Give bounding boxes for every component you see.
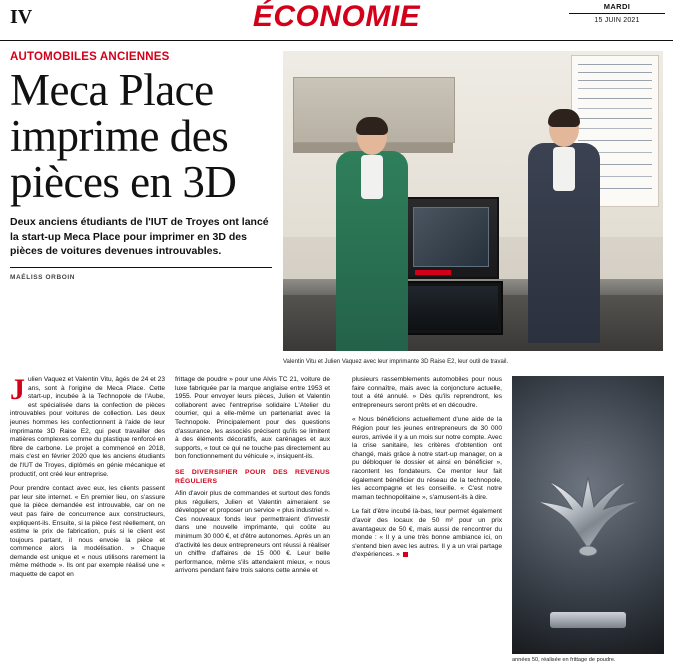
page-number: IV <box>10 6 33 28</box>
column-3-paragraph-3-text: Le fait d'être incubé là-bas, leur permet également d'avoir des locaux de 50 m² pour un prix avantageux de 50 €, mais aussi de rencontrer du monde : « Il y a une très bonne ambiance ici, on s'entend bien avec les autres. Il y a un vrai partage d'expériences. » <box>352 508 502 559</box>
photo-main-caption: Valentin Vitu et Julien Vaquez avec leur imprimante 3D Raise E2, leur outil de travail. <box>283 359 509 365</box>
person-left-shirt <box>361 155 383 199</box>
eagle-hood-ornament <box>528 461 648 581</box>
column-1-paragraph-1 <box>10 373 165 479</box>
monitor <box>401 281 503 335</box>
column-1 <box>10 373 165 586</box>
column-2 <box>175 376 330 586</box>
monitor-screen <box>406 286 498 330</box>
article-standfirst: Deux anciens étudiants de l'IUT de Troyes ont lancé la start-up Meca Place pour imprimer en 3D des pièces de voitures devenues introuvables. <box>10 215 272 268</box>
photo-eagle-mascot <box>512 376 664 664</box>
end-mark <box>403 552 408 557</box>
article-headline: Meca Place imprime des pièces en 3D <box>10 65 237 207</box>
person-left <box>329 119 415 351</box>
article-byline: MAÉLISS ORBOIN <box>10 273 76 281</box>
column-3 <box>352 376 502 566</box>
eagle-base <box>550 612 626 628</box>
printer-badge <box>415 270 451 275</box>
date-block <box>569 2 665 24</box>
person-right-shirt <box>553 147 575 191</box>
column-1-paragraph-2: Pour prendre contact avec eux, les clients passent par leur site internet. « En premier lieu, on s'assure que la pièce demandée est introuvable, car on ne veut pas faire de concurrence aux constructeurs, expliquent-ils. Ensuite, si la pièce l'est réellement, on estime le prix de fabrication, puis si le client est toujours partant, il nous envoie la pièce et commence alors la modélisation. » Chaque demande est unique et « nous utilisons rarement la même méthode ». Ils ont par exemple réalisé une « maquette de capot en <box>10 485 165 579</box>
column-3-paragraph-3 <box>352 508 502 560</box>
3d-printer <box>403 197 499 279</box>
section-title: ÉCONOMIE <box>252 0 421 33</box>
photo-eagle-mascot-image <box>512 376 664 654</box>
date-full: 15 JUIN 2021 <box>594 17 640 24</box>
article-kicker: AUTOMOBILES ANCIENNES <box>10 51 170 63</box>
column-2-paragraph-1: frittage de poudre » pour une Alvis TC 21, voiture de luxe fabriquée par la marque anglaise entre 1953 et 1955. Pour envoyer leurs pièces, Julien et Valentin collaborent avec l'entreprise solidaire L'Atelier du courrier, qui a elle-même un partenariat avec la Technopole. Principalement pour des questions d'assurance, les associés précisent qu'ils se limitent à des éléments décoratifs, aux carénages et aux supports, « tout ce qui ne touche pas directement au bon fonctionnement du véhicule », insiquent-ils. <box>175 376 330 461</box>
column-2-paragraph-2: Afin d'avoir plus de commandes et surtout des fonds plus réguliers, Julien et Valentin aimeraient se développer et proposer un service « plus industriel ». Ces nouveaux fonds leur permettraient d'investir dans une nouvelle imprimante, qui coûte au minimum 30 000 €, et d'être autonomes. Après un an d'activité les deux entrepreneurs ont réussi à réaliser un chiffre d'affaires de 15 000 €. Leur belle performance, même s'ils attendaient mieux, « nous arrivons pendant faire trois salons cette année et <box>175 489 330 575</box>
photo-printer-founders-image <box>283 51 663 351</box>
column-1-paragraph-1-text: ulien Vaquez et Valentin Vitu, âgés de 24 et 23 ans, sont à l'origine de Meca Place. Cette start-up, incubée à la Technopole de l'Aube, est spécialisée dans la confection de pièces introuvables pour voitures de collection. Les deux jeunes hommes les confectionnent à l'aide de leur imprimante 3D Raise E2, qui peut travailler des matières complexes comme du plastique renforcé en fibre de carbone. Le projet a commencé en 2018, mais c'est en février 2020 que les anciens étudiants de l'IUT de Troyes, diplômés en génie mécanique et productif, ont créé leur entreprise. <box>10 376 165 478</box>
photo-printer-founders <box>283 51 663 367</box>
person-right <box>521 111 607 351</box>
photo-secondary-caption: Une mascotte de capot d'une Alvis TC 21, une voiture des années 50, réalisée en frittage de poudre. <box>512 649 656 663</box>
column-3-paragraph-1: plusieurs rassemblements automobiles pour nous faire connaître, mais avec la conjoncture actuelle, tout a été annulé. » Dès qu'ils reprendront, les entrepreneurs seront prêts et en découdre. <box>352 376 502 409</box>
article-body <box>0 41 673 663</box>
person-right-hair <box>548 109 580 127</box>
column-2-subhead: SE DIVERSIFIER POUR DES REVENUS RÉGULIERS <box>175 468 330 485</box>
person-left-hair <box>356 117 388 135</box>
column-3-paragraph-2: « Nous bénéficions actuellement d'une aide de la Région pour les jeunes entrepreneurs de 30 000 euros, arrivée il y a un mois sur notre compte. Avec la crise sanitaire, les critères d'obtention ont changé, mais grâce à notre start-up manager, on a pu débloquer le dossier et ainsi en bénéficier », racontent les fondateurs. Ce mentor leur fait également bénéficier du réseau de la technopole, les accompagne et les conseille. « C'est notre maman technopolitaine », s'amusent-ils à dire. <box>352 416 502 501</box>
text-columns <box>10 373 340 586</box>
date-day: MARDI <box>569 2 665 14</box>
drop-cap: J <box>10 373 25 406</box>
printer-door <box>413 207 489 267</box>
masthead <box>0 0 673 41</box>
